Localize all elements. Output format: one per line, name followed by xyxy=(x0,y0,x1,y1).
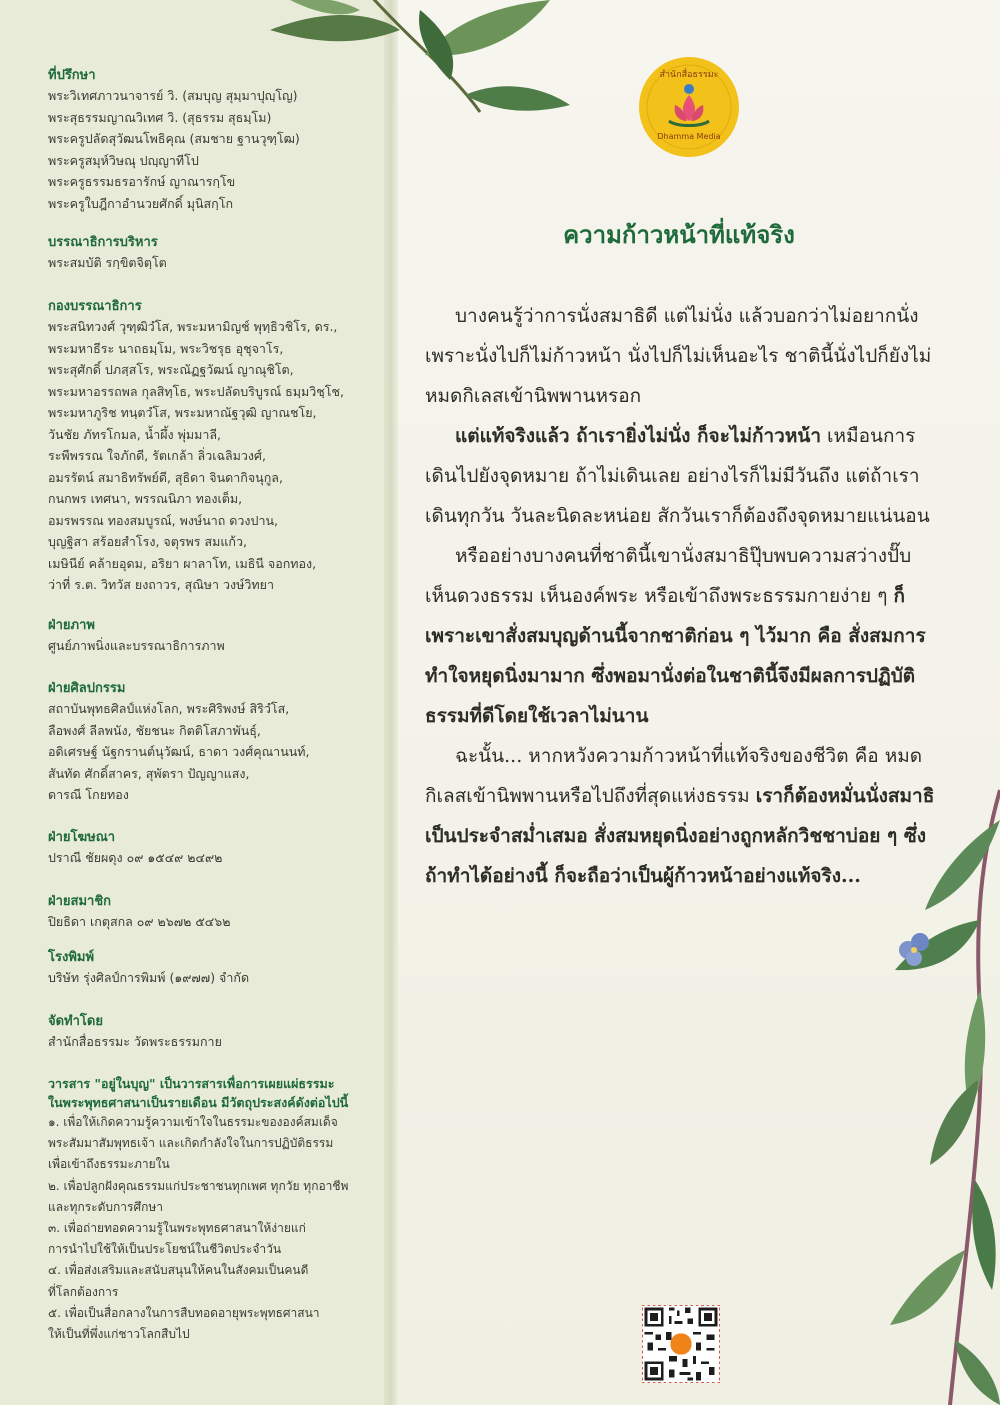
article-paragraph-3-start: หรืออย่างบางคนที่ชาตินี้เขานั่งสมาธิปุ๊บพบความสว่างปั๊บ เห็นดวงธรรม เห็นองค์พระ หรือเข้าถึงพระธรรมกายง่าย ๆ xyxy=(425,545,912,607)
purpose-list: ๑. เพื่อให้เกิดความรู้ความเข้าใจในธรรมะขององค์สมเด็จ พระสัมมาสัมพุทธเจ้า และเกิดกำลังใจในการปฏิบัติธรรม เพื่อเข้าถึงธรรมะภายใน ๒. เพื่อปลูกฝังคุณธรรมแก่ประชาชนทุกเพศ ทุกวัย ทุกอาชีพ และทุกระดับการศึกษา ๓. เพื่อถ่ายทอดความรู้ในพระพุทธศาสนาให้ง่ายแก่ การนำไปใช้ให้เป็นประโยชน์ในชีวิตประจำวัน ๔. เพื่อส่งเสริมและสนับสนุนให้คนในสังคมเป็นคนดี ที่โลกต้องการ ๕. เพื่อเป็นสื่อกลางในการสืบทอดอายุพระพุทธศาสนา ให้เป็นที่พึ่งแก่ชาวโลกสืบไป xyxy=(48,1115,349,1342)
advisors-section xyxy=(48,66,378,214)
ads-title: ฝ่ายโฆษณา xyxy=(48,830,116,845)
editorial-board-title: กองบรรณาธิการ xyxy=(48,299,142,314)
article-title: ความก้าวหน้าที่แท้จริง xyxy=(563,221,795,249)
art-list: สถาบันพุทธศิลป์แห่งโลก, พระศิริพงษ์ สิริวํโส, ลือพงศ์ ลีลพนัง, ชัยชนะ กิตติโสภาพันธุ์, อดิเศรษฐ์ นัฐกรานต์นุวัฒน์, ธาดา วงศ์คุณานนท์, สันทัด ศักดิ์สาคร, สุพัตรา ปัญญาแสง, ดารณี โกยทอง xyxy=(48,701,310,802)
logo-top-text: สำนักสื่อธรรมะ xyxy=(659,70,719,80)
photo-title: ฝ่ายภาพ xyxy=(48,618,95,633)
article-paragraph-2-rest: เหมือนการเดินไปยังจุดหมาย ถ้าไม่เดินเลย อย่างไรก็ไม่มีวันถึง แต่ถ้าเราเดินทุกวัน วันละนิดละหน่อย สักวันเราก็ต้องถึงจุดหมายแน่นอน xyxy=(425,425,930,527)
article-paragraph-3 xyxy=(425,536,935,736)
members-title: ฝ่ายสมาชิก xyxy=(48,894,112,909)
article-paragraph-2 xyxy=(425,416,935,536)
managing-editor-section xyxy=(48,233,378,274)
article-paragraph-4-start: ฉะนั้น... หากหวังความก้าวหน้าที่แท้จริงของชีวิต คือ หมดกิเลสเข้านิพพานหรือไปถึงที่สุดแห่งธรรม xyxy=(425,745,923,807)
article-paragraph-4-bold: เราก็ต้องหมั่นนั่งสมาธิเป็นประจำสม่ำเสมอ สั่งสมหยุดนิ่งอย่างถูกหลักวิชชาบ่อย ๆ ซึ่งถ้าทำได้อย่างนี้ ก็จะถือว่าเป็นผู้ก้าวหน้าอย่างแท้จริง... xyxy=(425,785,935,887)
article-body xyxy=(425,296,935,896)
photo-section xyxy=(48,616,378,657)
printer-section xyxy=(48,948,378,989)
logo-bottom-text: Dhamma Media xyxy=(657,132,721,141)
sidebar-edge xyxy=(384,0,398,1405)
article-paragraph-4 xyxy=(425,736,935,896)
dhamma-media-logo xyxy=(637,55,741,159)
purpose-section xyxy=(48,1074,380,1345)
producer-title: จัดทำโดย xyxy=(48,1014,103,1029)
photo-body: ศูนย์ภาพนิ่งและบรรณาธิการภาพ xyxy=(48,638,225,653)
article-paragraph-1: บางคนรู้ว่าการนั่งสมาธิดี แต่ไม่นั่ง แล้วบอกว่าไม่อยากนั่ง เพราะนั่งไปก็ไม่ก้าวหน้า นั่งไปก็ไม่เห็นอะไร ชาตินี้นั่งไปก็ยังไม่หมดกิเลสเข้านิพพานหรอก xyxy=(425,305,932,407)
ads-contact: ปราณี ชัยผดุง ๐๙ ๑๕๔๙ ๒๔๙๒ xyxy=(48,850,223,865)
article-paragraph-2-bold: แต่แท้จริงแล้ว ถ้าเรายิ่งไม่นั่ง ก็จะไม่ก้าวหน้า xyxy=(455,425,822,447)
managing-editor-name: พระสมบัติ รกฺขิตจิตฺโต xyxy=(48,255,167,270)
editorial-board-list: พระสนิทวงศ์ วุฑฺฒิวํโส, พระมหามิญช์ พุทฺธิวชิโร, ดร., พระมหาธีระ นาถธมฺโม, พระวิชรุธ อุชุจาโร, พระสุศักดิ์ ปภสฺสโร, พระณัฏฐวัฒน์ ญาณุชิโต, พระมหาอรรถพล กุลสิทฺโธ, พระปลัดบริบูรณ์ ธมฺมวิชฺโช, พระมหาภูริช ทนฺตวํโส, พระมหาณัฐวุฒิ ญาณชโย, วันชัย ภัทรโกมล, น้ำผึ้ง พุ่มมาลี, ระพีพรรณ ใจภักดี, รัตเกล้า ลิ่วเฉลิมวงศ์, อมรรัตน์ สมาธิทรัพย์ดี, สุธิดา จินดากิจนุกูล, กนกพร เทศนา, พรรณนิภา ทองเต็ม, อมรพรรณ ทองสมบูรณ์, พงษ์นาถ ดวงปาน, บุญฐิสา สร้อยสำโรง, จตุรพร สมแก้ว, เมษินีย์ คล้ายอุดม, อริยา ผาลาโท, เมธินี จอกทอง, ว่าที่ ร.ต. วิทวัส ยงถาวร, สุณิษา วงษ์วิทยา xyxy=(48,319,344,592)
printer-name: บริษัท รุ่งศิลป์การพิมพ์ (๑๙๗๗) จำกัด xyxy=(48,970,250,985)
art-section xyxy=(48,679,378,806)
advisors-list: พระวิเทศภาวนาจารย์ วิ. (สมบุญ สุมฺมาปุญฺโญ) พระสุธรรมญาณวิเทศ วิ. (สุธรรม สุธมฺโม) พระครูปลัดสุวัฒนโพธิคุณ (สมชาย ฐานวุฑฺโฒ) พระครูสมุห์วิษณุ ปญฺญาทีโป พระครูธรรมธรอารักษ์ ญาณารกฺโข พระครูใบฎีกาอำนวยศักดิ์ มุนิสกฺโก xyxy=(48,88,300,211)
producer-name: สำนักสื่อธรรมะ วัดพระธรรมกาย xyxy=(48,1034,222,1049)
qr-code[interactable] xyxy=(642,1305,720,1383)
article-paragraph-3-bold: ก็เพราะเขาสั่งสมบุญด้านนี้จากชาติก่อน ๆ ไว้มาก คือ สั่งสมการทำใจหยุดนิ่งมามาก ซึ่งพอมานั่งต่อในชาตินี้จึงมีผลการปฏิบัติธรรมที่ดีโดยใช้เวลาไม่นาน xyxy=(425,585,926,727)
editorial-board-section xyxy=(48,297,378,596)
managing-editor-title: บรรณาธิการบริหาร xyxy=(48,235,158,250)
producer-section xyxy=(48,1012,378,1053)
purpose-title: วารสาร "อยู่ในบุญ" เป็นวารสารเพื่อการเผยแผ่ธรรมะ ในพระพุทธศาสนาเป็นรายเดือน มีวัตถุประสงค์ดังต่อไปนี้ xyxy=(48,1076,349,1110)
printer-title: โรงพิมพ์ xyxy=(48,950,95,965)
members-section xyxy=(48,892,378,933)
art-title: ฝ่ายศิลปกรรม xyxy=(48,681,126,696)
members-contact: ปิยธิดา เกตุสกล ๐๙ ๒๖๗๒ ๕๔๖๒ xyxy=(48,914,231,929)
advisors-title: ที่ปรึกษา xyxy=(48,68,96,83)
qr-center-icon xyxy=(670,1333,692,1355)
ads-section xyxy=(48,828,378,869)
